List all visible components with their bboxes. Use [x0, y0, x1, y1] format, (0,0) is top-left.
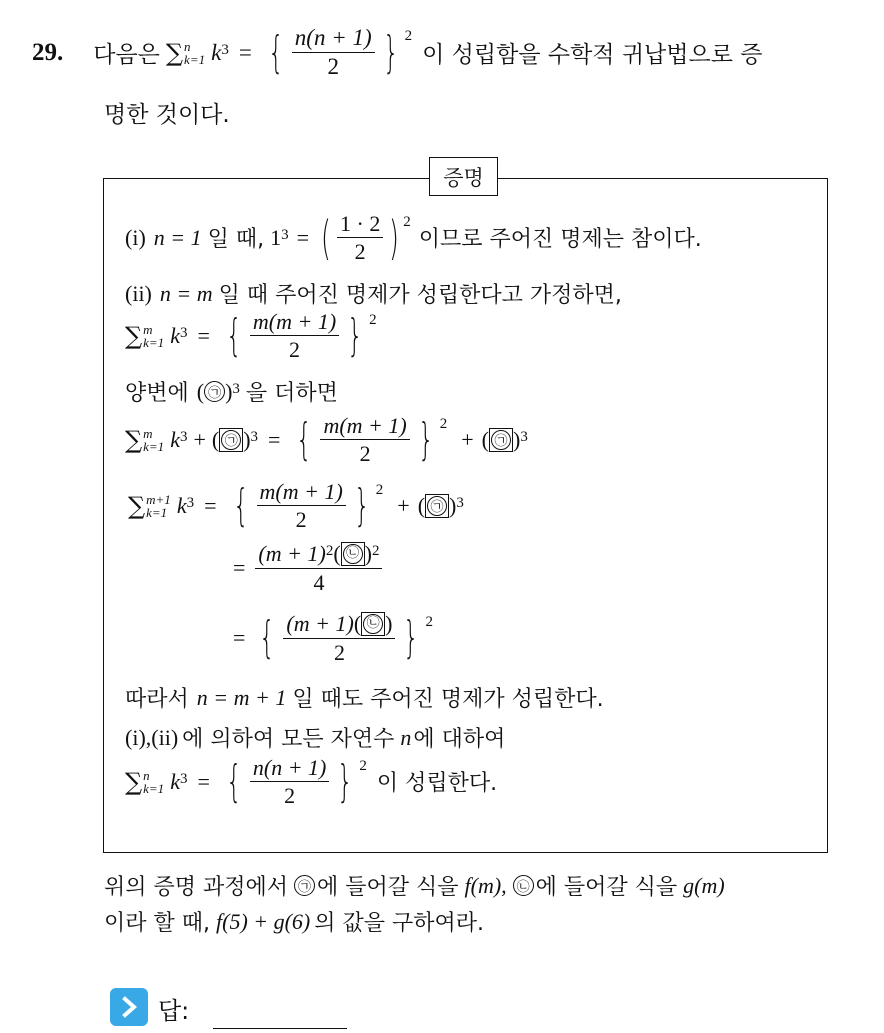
problem-statement-line1: 29. 다음은 ∑ n k=1 k $^3$ = { $\frac{n(n + 1)}{2}$ } 2 이 성립함을 수학적 귀납법으로 증 [32, 25, 763, 80]
blank-b-box: ㉡ [341, 542, 365, 566]
proof-case2: (ii) n = m 일 때 주어진 명제가 성립한다고 가정하면, [125, 280, 622, 308]
blank-a-symbol: ㉠ [294, 875, 315, 896]
proof-add-text: 양변에 ( ㉠ ) $^3$ 을 더하면 [125, 378, 338, 406]
blank-a-box: ㉠ [219, 428, 243, 452]
question-line1: 위의 증명 과정에서 ㉠ 에 들어갈 식을 f(m), ㉡ 에 들어갈 식을 g(m) [104, 872, 725, 900]
blank-a-box: ㉠ [489, 428, 513, 452]
proof-step1: ∑ m k=1 k $^3$ + ( ㉠ ) $^3$ = { $\frac{m(m + 1)}{2}$ } 2 + ( ㉠ ) $^3$ [125, 413, 528, 467]
answer-input-line[interactable] [213, 1028, 347, 1029]
proof-case1: (i) n = 1 일 때, 1 $^3$ = ( $\frac{1 \cdot 2}{2}$ ) 2 이므로 주어진 명제는 참이다. [125, 210, 702, 265]
problem-number: 29. [32, 38, 64, 66]
proof-step4: = { (m + 1) ( ㉡ ) 2 } 2 [233, 611, 433, 665]
question-line2: 이라 할 때, f(5) + g(6) 의 값을 구하여라. [104, 908, 485, 936]
proof-final: ∑ n k=1 k $^3$ = { $\frac{n(n + 1)}{2}$ } 2 이 성립한다. [125, 755, 498, 809]
sum-expression: ∑ n k=1 [165, 38, 206, 67]
answer-label: 답: [158, 997, 190, 1025]
proof-label: 증명 [429, 157, 498, 196]
blank-a-box: ㉠ [425, 494, 449, 518]
proof-step3: = (m + 1) $^2$ ( ㉡ ) $^2$ 4 [233, 542, 384, 594]
blank-b-box: ㉡ [361, 612, 385, 636]
proof-conclusion1: 따라서 n = m + 1 일 때도 주어진 명제가 성립한다. [125, 684, 604, 712]
blank-b-symbol: ㉡ [513, 875, 534, 896]
intro-text: 다음은 [93, 42, 160, 69]
blank-a-symbol: ㉠ [204, 381, 225, 402]
proof-assumption: ∑ m k=1 k $^3$ = { $\frac{m(m + 1)}{2}$ } 2 [125, 309, 377, 363]
intro-text-after: 이 성립함을 수학적 귀납법으로 증 [422, 42, 763, 69]
proof-conclusion2: (i),(ii) 에 의하여 모든 자연수 n 에 대하여 [125, 724, 506, 752]
problem-statement-line2: 명한 것이다. [104, 102, 230, 128]
formula-fraction: $\frac{n(n + 1)}{2}$ [292, 26, 375, 79]
proof-step2: ∑ m+1 k=1 k $^3$ = { $\frac{m(m + 1)}{2}$ } 2 + ( ㉠ ) $^3$ [128, 479, 464, 533]
chevron-right-icon [110, 988, 148, 1026]
